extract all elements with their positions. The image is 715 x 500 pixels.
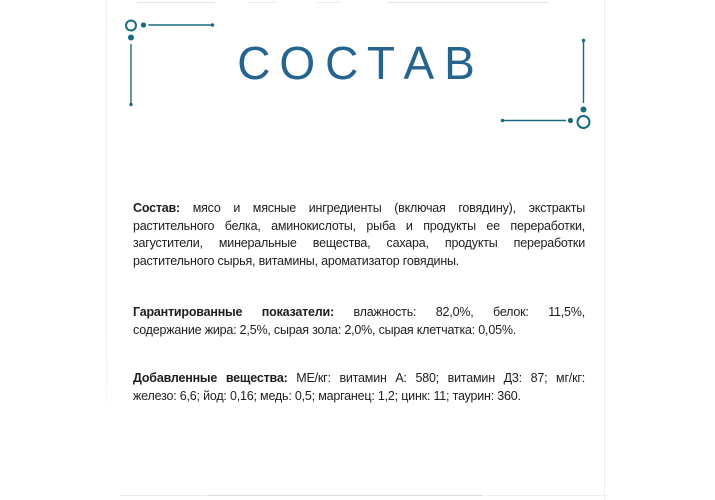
paragraph-lead: Гарантированные показатели: — [133, 305, 334, 319]
text-line: растительного белка, аминокислоты, рыба и продукты ее переработки, — [133, 218, 585, 233]
text-line: растительного сырья, витамины, ароматизатор говядины. — [133, 253, 460, 268]
paragraph-lead: Добавленные вещества: — [133, 371, 288, 385]
text-line-content: мясо и мясные ингредиенты (включая говядину), экстракты — [192, 201, 586, 215]
paragraph-composition — [133, 200, 585, 270]
text-line — [133, 200, 585, 218]
card-edge-top — [388, 2, 548, 3]
card-edge-bottom — [120, 495, 205, 496]
text-line — [133, 304, 585, 322]
label-text-block — [133, 200, 585, 405]
card-edge-bottom — [207, 495, 483, 496]
page-title: СОСТАВ — [237, 37, 485, 89]
paragraph-guaranteed-indicators — [133, 304, 585, 339]
text-line: загустители, минеральные вещества, сахара, продукты переработки — [133, 236, 585, 250]
card-edge-top — [248, 2, 276, 3]
text-line-content: влажность: 82,0%, белок: 11,5%, — [353, 305, 585, 319]
card-edge-top — [137, 2, 215, 3]
text-line: содержание жира: 2,5%, сырая зола: 2,0%, сырая клетчатка: 0,05%. — [133, 322, 517, 337]
card-edge-bottom — [487, 495, 607, 496]
text-line: железо: 6,6; йод: 0,16; медь: 0,5; марганец: 1,2; цинк: 11; таурин: 360. — [133, 388, 521, 403]
text-line — [133, 370, 585, 388]
paragraph-lead: Состав: — [133, 201, 180, 215]
text-line-content: МЕ/кг: витамин А: 580; витамин Д3: 87; мг/кг: — [296, 371, 585, 385]
card-edge-top — [318, 2, 340, 3]
paragraph-added-substances — [133, 370, 585, 405]
